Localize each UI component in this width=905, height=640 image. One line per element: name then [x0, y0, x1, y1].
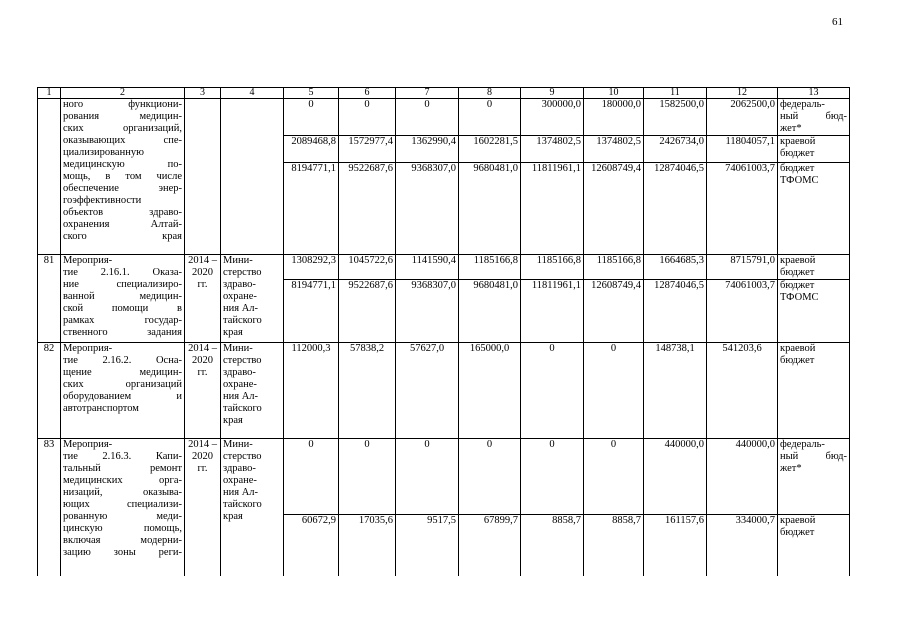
- cell-line: гг.: [197, 279, 208, 290]
- value-cell: 8194771,1: [284, 280, 339, 343]
- table-row: [38, 255, 850, 280]
- value-cell: 0: [459, 439, 521, 515]
- column-header: 10: [584, 88, 644, 99]
- cell-line: краевой: [780, 255, 816, 266]
- value-cell: 1185166,8: [459, 255, 521, 280]
- cell-line: бюджет: [780, 163, 815, 174]
- value-cell: 161157,6: [644, 515, 707, 576]
- cell-line: края: [223, 415, 243, 426]
- cell-line: гг.: [197, 463, 208, 474]
- cell-line: ный бюд-: [780, 111, 847, 122]
- cell-line: ние специализиро-: [63, 279, 182, 290]
- value-cell: 0: [339, 439, 396, 515]
- cell-line: Мероприя-: [63, 343, 113, 354]
- cell-line: охране-: [223, 379, 257, 390]
- cell-line: ного функциони-: [63, 99, 182, 110]
- value-cell: 300000,0: [521, 99, 584, 136]
- value-cell: 8858,7: [584, 515, 644, 576]
- column-header: 12: [707, 88, 778, 99]
- value-cell: 440000,0: [707, 439, 778, 515]
- cell-line: здраво-: [223, 367, 256, 378]
- cell-line: тайского: [223, 403, 262, 414]
- cell-line: 2014 –: [188, 439, 217, 450]
- value-cell: 17035,6: [339, 515, 396, 576]
- value-cell: 334000,7: [707, 515, 778, 576]
- cell-line: ской помощи в: [63, 303, 182, 314]
- value-cell: 0: [339, 99, 396, 136]
- column-header: 11: [644, 88, 707, 99]
- cell-line: ского края: [63, 231, 182, 242]
- cell-line: ния Ал-: [223, 303, 259, 314]
- cell-line: Мини-: [223, 255, 253, 266]
- cell-line: тайского: [223, 315, 262, 326]
- value-cell: 11811961,1: [521, 280, 584, 343]
- period-cell: [185, 343, 221, 439]
- cell-line: тие 2.16.1. Оказа-: [63, 267, 182, 278]
- cell-line: ванной медицин-: [63, 291, 182, 302]
- period-cell: [185, 439, 221, 576]
- value-cell: 9368307,0: [396, 280, 459, 343]
- cell-line: бюджет: [780, 280, 815, 291]
- value-cell: 11811961,1: [521, 163, 584, 255]
- value-cell: 1664685,3: [644, 255, 707, 280]
- value-cell: 57627,0: [396, 343, 459, 439]
- cell-line: федераль-: [780, 439, 825, 450]
- cell-line: медицинских орга-: [63, 475, 182, 486]
- value-cell: 1141590,4: [396, 255, 459, 280]
- value-cell: 1374802,5: [584, 136, 644, 163]
- cell-line: 2014 –: [188, 255, 217, 266]
- value-cell: 0: [521, 439, 584, 515]
- cell-line: бюджет: [780, 355, 815, 366]
- value-cell: 180000,0: [584, 99, 644, 136]
- value-cell: 57838,2: [339, 343, 396, 439]
- cell-line: тальный ремонт: [63, 463, 182, 474]
- cell-line: Мини-: [223, 439, 253, 450]
- cell-line: стерство: [223, 355, 262, 366]
- cell-line: охране-: [223, 475, 257, 486]
- cell-line: цинскую помощь,: [63, 523, 182, 534]
- funding-source: [778, 255, 850, 280]
- executor-cell: [221, 99, 284, 255]
- value-cell: 2062500,0: [707, 99, 778, 136]
- column-header: 1: [38, 88, 61, 99]
- cell-line: рованную меди-: [63, 511, 182, 522]
- cell-line: края: [223, 327, 243, 338]
- activity-description: [61, 343, 185, 439]
- value-cell: 0: [584, 439, 644, 515]
- table-row: [38, 99, 850, 136]
- value-cell: 60672,9: [284, 515, 339, 576]
- funding-source: [778, 343, 850, 439]
- value-cell: 165000,0: [459, 343, 521, 439]
- cell-line: автотранспортом: [63, 403, 139, 414]
- cell-line: 2020: [192, 451, 213, 462]
- cell-line: здраво-: [223, 463, 256, 474]
- value-cell: 1582500,0: [644, 99, 707, 136]
- activity-description: [61, 255, 185, 343]
- cell-line: тайского: [223, 499, 262, 510]
- value-cell: 0: [459, 99, 521, 136]
- cell-line: ТФОМС: [780, 292, 819, 303]
- cell-line: жет*: [780, 463, 802, 474]
- value-cell: 9368307,0: [396, 163, 459, 255]
- value-cell: 1374802,5: [521, 136, 584, 163]
- column-header-row: [38, 88, 850, 99]
- cell-line: охране-: [223, 291, 257, 302]
- cell-line: ТФОМС: [780, 175, 819, 186]
- cell-line: жет*: [780, 123, 802, 134]
- table-row: [38, 343, 850, 439]
- cell-line: 2020: [192, 267, 213, 278]
- cell-line: 2014 –: [188, 343, 217, 354]
- cell-line: включая модерни-: [63, 535, 182, 546]
- value-cell: 0: [396, 439, 459, 515]
- value-cell: 1185166,8: [521, 255, 584, 280]
- cell-line: Мини-: [223, 343, 253, 354]
- cell-line: Мероприя-: [63, 255, 113, 266]
- table-row: [38, 439, 850, 515]
- value-cell: 541203,6: [707, 343, 778, 439]
- value-cell: 2089468,8: [284, 136, 339, 163]
- value-cell: 9522687,6: [339, 280, 396, 343]
- column-header: 13: [778, 88, 850, 99]
- row-number-cell: 81: [38, 255, 61, 343]
- cell-line: оказывающих спе-: [63, 135, 182, 146]
- value-cell: 8858,7: [521, 515, 584, 576]
- value-cell: 0: [584, 343, 644, 439]
- cell-line: бюджет: [780, 267, 815, 278]
- column-header: 2: [61, 88, 185, 99]
- cell-line: ственного задания: [63, 327, 182, 338]
- value-cell: 8715791,0: [707, 255, 778, 280]
- funding-source: [778, 136, 850, 163]
- row-number-cell: 83: [38, 439, 61, 576]
- value-cell: 12608749,4: [584, 280, 644, 343]
- value-cell: 67899,7: [459, 515, 521, 576]
- cell-line: низаций, оказыва-: [63, 487, 182, 498]
- value-cell: 148738,1: [644, 343, 707, 439]
- executor-cell: [221, 343, 284, 439]
- cell-line: гг.: [197, 367, 208, 378]
- value-cell: 112000,3: [284, 343, 339, 439]
- cell-line: зацию зоны реги-: [63, 547, 182, 558]
- period-cell: [185, 255, 221, 343]
- cell-line: ющих специализи-: [63, 499, 182, 510]
- value-cell: 0: [284, 99, 339, 136]
- budget-table: [37, 87, 850, 576]
- value-cell: 8194771,1: [284, 163, 339, 255]
- value-cell: 0: [284, 439, 339, 515]
- cell-line: краевой: [780, 136, 816, 147]
- cell-line: тие 2.16.3. Капи-: [63, 451, 182, 462]
- row-number-cell: 82: [38, 343, 61, 439]
- value-cell: 12874046,5: [644, 163, 707, 255]
- cell-line: мощь, в том числе: [63, 171, 182, 182]
- activity-description: [61, 439, 185, 576]
- funding-source: [778, 280, 850, 343]
- column-header: 3: [185, 88, 221, 99]
- cell-line: стерство: [223, 451, 262, 462]
- cell-line: щение медицин-: [63, 367, 182, 378]
- column-header: 9: [521, 88, 584, 99]
- value-cell: 74061003,7: [707, 163, 778, 255]
- cell-line: 2020: [192, 355, 213, 366]
- cell-line: гоэффективности: [63, 195, 142, 206]
- executor-cell: [221, 255, 284, 343]
- value-cell: 1572977,4: [339, 136, 396, 163]
- activity-description: [61, 99, 185, 255]
- cell-line: бюджет: [780, 527, 815, 538]
- cell-line: Мероприя-: [63, 439, 113, 450]
- cell-line: ских организаций: [63, 379, 182, 390]
- cell-line: бюджет: [780, 148, 815, 159]
- cell-line: рования медицин-: [63, 111, 182, 122]
- cell-line: стерство: [223, 267, 262, 278]
- value-cell: 9680481,0: [459, 280, 521, 343]
- row-number-cell: [38, 99, 61, 255]
- value-cell: 440000,0: [644, 439, 707, 515]
- column-header: 8: [459, 88, 521, 99]
- value-cell: 74061003,7: [707, 280, 778, 343]
- cell-line: циализированную: [63, 147, 144, 158]
- value-cell: 9517,5: [396, 515, 459, 576]
- cell-line: краевой: [780, 515, 816, 526]
- cell-line: здраво-: [223, 279, 256, 290]
- value-cell: 1308292,3: [284, 255, 339, 280]
- cell-line: оборудованием и: [63, 391, 182, 402]
- cell-line: ских организаций,: [63, 123, 182, 134]
- funding-source: [778, 515, 850, 576]
- cell-line: краевой: [780, 343, 816, 354]
- column-header: 6: [339, 88, 396, 99]
- value-cell: 1185166,8: [584, 255, 644, 280]
- cell-line: охранения Алтай-: [63, 219, 182, 230]
- column-header: 7: [396, 88, 459, 99]
- cell-line: обеспечение энер-: [63, 183, 182, 194]
- cell-line: тие 2.16.2. Осна-: [63, 355, 182, 366]
- value-cell: 2426734,0: [644, 136, 707, 163]
- value-cell: 12874046,5: [644, 280, 707, 343]
- value-cell: 9522687,6: [339, 163, 396, 255]
- funding-source: [778, 439, 850, 515]
- column-header: 5: [284, 88, 339, 99]
- value-cell: 1602281,5: [459, 136, 521, 163]
- page-number: 61: [832, 16, 843, 28]
- cell-line: рамках государ-: [63, 315, 182, 326]
- cell-line: ния Ал-: [223, 391, 259, 402]
- value-cell: 11804057,1: [707, 136, 778, 163]
- value-cell: 0: [396, 99, 459, 136]
- value-cell: 1362990,4: [396, 136, 459, 163]
- value-cell: 1045722,6: [339, 255, 396, 280]
- cell-line: медицинскую по-: [63, 159, 182, 170]
- cell-line: объектов здраво-: [63, 207, 182, 218]
- value-cell: 9680481,0: [459, 163, 521, 255]
- funding-source: [778, 99, 850, 136]
- value-cell: 12608749,4: [584, 163, 644, 255]
- cell-line: ный бюд-: [780, 451, 847, 462]
- column-header: 4: [221, 88, 284, 99]
- cell-line: края: [223, 511, 243, 522]
- value-cell: 0: [521, 343, 584, 439]
- period-cell: [185, 99, 221, 255]
- executor-cell: [221, 439, 284, 576]
- cell-line: ния Ал-: [223, 487, 259, 498]
- cell-line: федераль-: [780, 99, 825, 110]
- funding-source: [778, 163, 850, 255]
